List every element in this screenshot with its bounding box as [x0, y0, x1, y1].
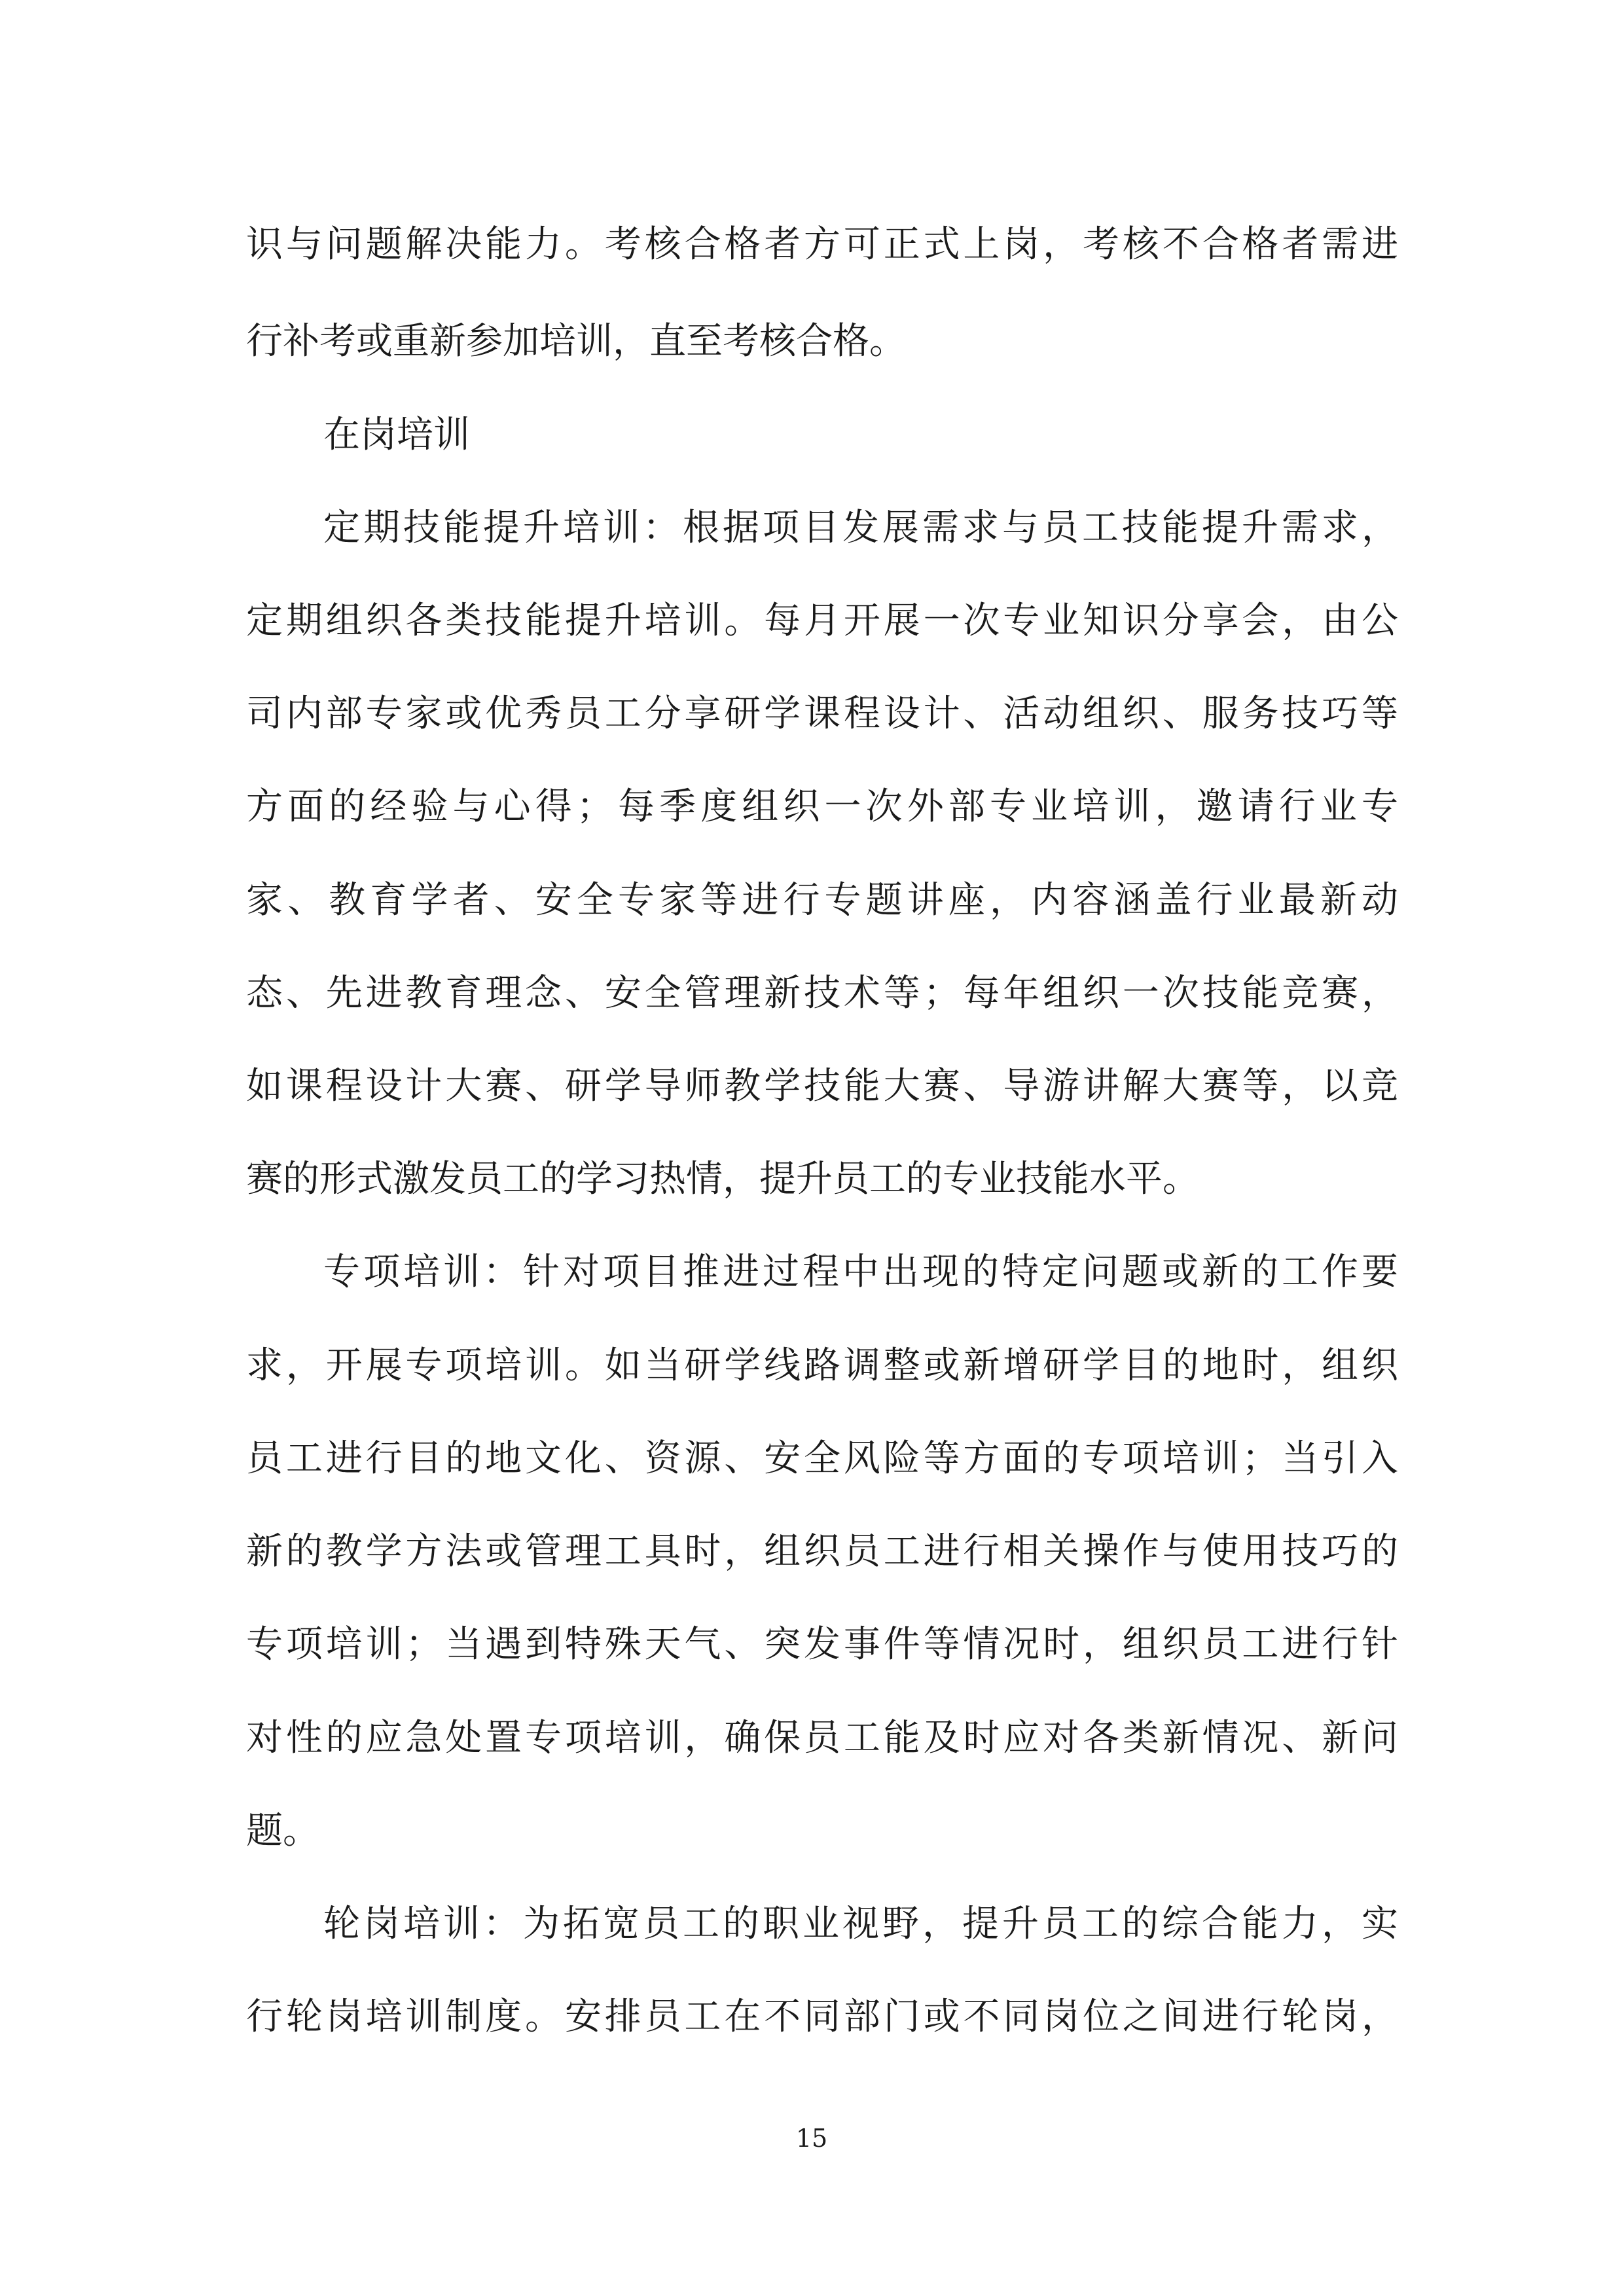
text-line: 如课程设计大赛、研学导师教学技能大赛、导游讲解大赛等，以竞: [246, 1065, 1398, 1107]
text-line: 对性的应急处置专项培训，确保员工能及时应对各类新情况、新问: [246, 1717, 1398, 1759]
text-line: 方面的经验与心得；每季度组织一次外部专业培训，邀请行业专: [246, 785, 1398, 828]
text-line: 行补考或重新参加培训，直至考核合格。: [246, 320, 906, 363]
text-line: 求，开展专项培训。如当研学线路调整或新增研学目的地时，组织: [246, 1344, 1398, 1387]
text-line: 行轮岗培训制度。安排员工在不同部门或不同岗位之间进行轮岗，: [246, 1996, 1398, 2038]
text-line: 家、教育学者、安全专家等进行专题讲座，内容涵盖行业最新动: [246, 879, 1398, 922]
section-heading: 在岗培训: [323, 414, 470, 456]
text-line: 司内部专家或优秀员工分享研学课程设计、活动组织、服务技巧等: [246, 692, 1398, 735]
text-line: 定期技能提升培训：根据项目发展需求与员工技能提升需求，: [323, 507, 1398, 549]
text-line: 员工进行目的地文化、资源、安全风险等方面的专项培训；当引入: [246, 1437, 1398, 1480]
text-line: 赛的形式激发员工的学习热情，提升员工的专业技能水平。: [246, 1158, 1199, 1200]
text-line: 识与问题解决能力。考核合格者方可正式上岗，考核不合格者需进: [246, 223, 1398, 266]
text-line: 定期组织各类技能提升培训。每月开展一次专业知识分享会，由公: [246, 600, 1398, 642]
text-line: 专项培训：针对项目推进过程中出现的特定问题或新的工作要: [323, 1251, 1398, 1293]
text-line: 态、先进教育理念、安全管理新技术等；每年组织一次技能竞赛，: [246, 972, 1398, 1014]
page-number: 15: [795, 2124, 828, 2153]
text-line: 新的教学方法或管理工具时，组织员工进行相关操作与使用技巧的: [246, 1530, 1398, 1573]
text-line: 题。: [246, 1810, 319, 1852]
text-line: 轮岗培训：为拓宽员工的职业视野，提升员工的综合能力，实: [323, 1903, 1398, 1945]
text-line: 专项培训；当遇到特殊天气、突发事件等情况时，组织员工进行针: [246, 1623, 1398, 1666]
